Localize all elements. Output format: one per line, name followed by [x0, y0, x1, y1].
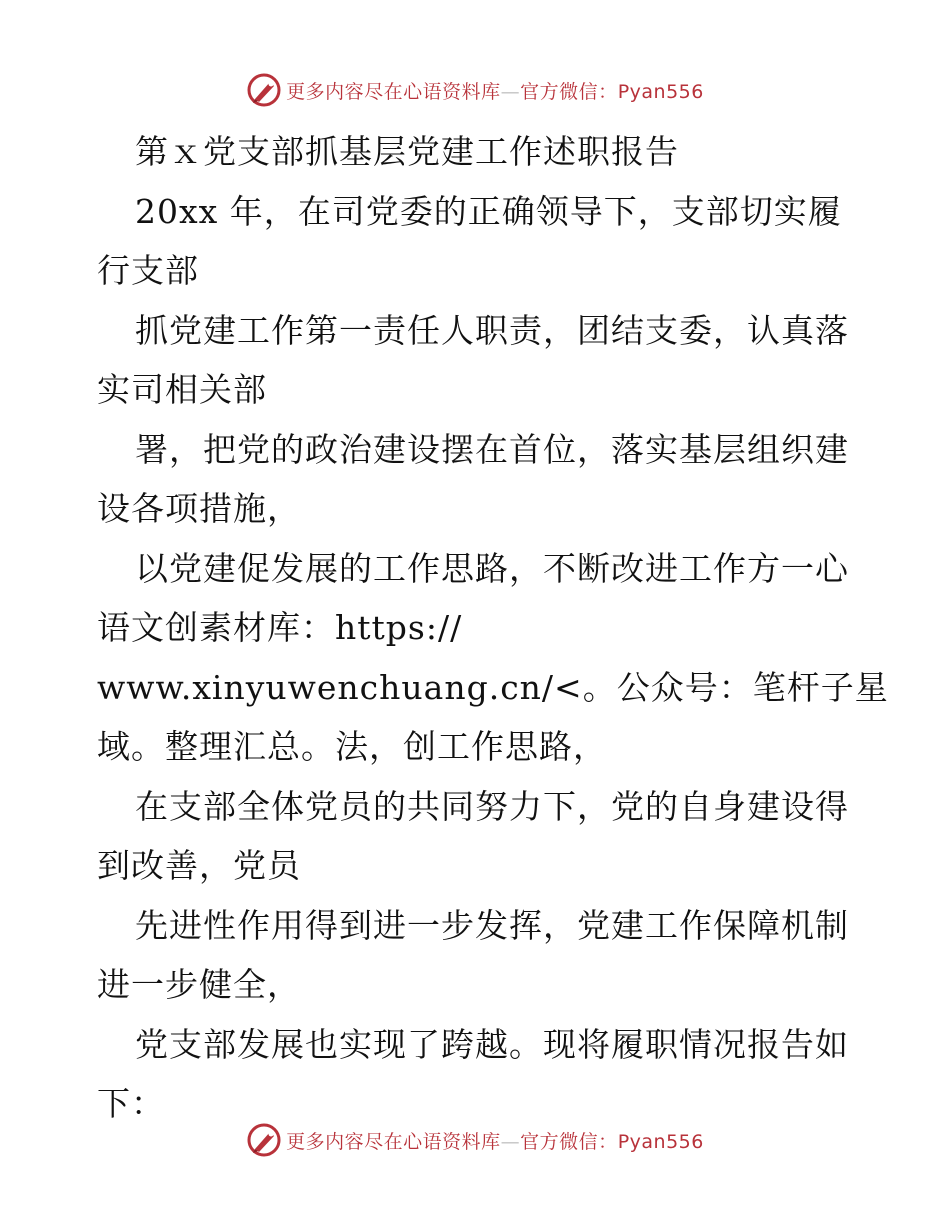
- banner-text: [286, 1127, 704, 1154]
- banner-dash: —: [500, 80, 521, 103]
- paragraph-line: 语文创素材库：https://: [97, 608, 463, 647]
- document-title: 第ｘ党支部抓基层党建工作述职报告: [135, 132, 679, 171]
- banner-wechat-id: Pyan556: [617, 80, 704, 103]
- pen-logo-icon: [246, 72, 282, 108]
- header-banner: [0, 70, 950, 110]
- paragraph-line: 以党建促发展的工作思路，不断改进工作方一心: [135, 548, 849, 588]
- paragraph-line: 进一步健全，: [97, 965, 301, 1004]
- paragraph-line: 下：: [97, 1084, 165, 1123]
- paragraph-line: www.xinyuwenchuang.cn/<。公众号：笔杆子星: [97, 667, 889, 707]
- paragraph-line: 实司相关部: [97, 370, 267, 409]
- paragraph-line: 域。整理汇总。法，创工作思路，: [97, 727, 607, 766]
- paragraph-line: 到改善，党员: [97, 846, 301, 885]
- banner-wechat-id: Pyan556: [617, 1130, 704, 1153]
- paragraph-line: 20xx 年，在司党委的正确领导下，支部切实履: [135, 191, 842, 231]
- pen-logo-icon: [246, 1122, 282, 1158]
- paragraph-line: 行支部: [97, 251, 199, 290]
- paragraph-line: 设各项措施，: [97, 489, 301, 528]
- banner-wechat-label: 官方微信：: [520, 80, 618, 103]
- paragraph-line: 先进性作用得到进一步发挥，党建工作保障机制: [135, 905, 849, 945]
- paragraph-line: 在支部全体党员的共同努力下，党的自身建设得: [135, 786, 849, 826]
- paragraph-line: 党支部发展也实现了跨越。现将履职情况报告如: [135, 1024, 849, 1064]
- paragraph-line: 抓党建工作第一责任人职责，团结支委，认真落: [135, 310, 849, 350]
- footer-banner: [0, 1120, 950, 1160]
- paragraph-line: 署，把党的政治建设摆在首位，落实基层组织建: [135, 429, 849, 469]
- banner-slogan: 更多内容尽在心语资料库: [286, 1130, 501, 1153]
- banner-wechat-label: 官方微信：: [520, 1130, 618, 1153]
- banner-dash: —: [500, 1130, 521, 1153]
- banner-slogan: 更多内容尽在心语资料库: [286, 80, 501, 103]
- document-body: [97, 122, 889, 1134]
- banner-text: [286, 77, 704, 104]
